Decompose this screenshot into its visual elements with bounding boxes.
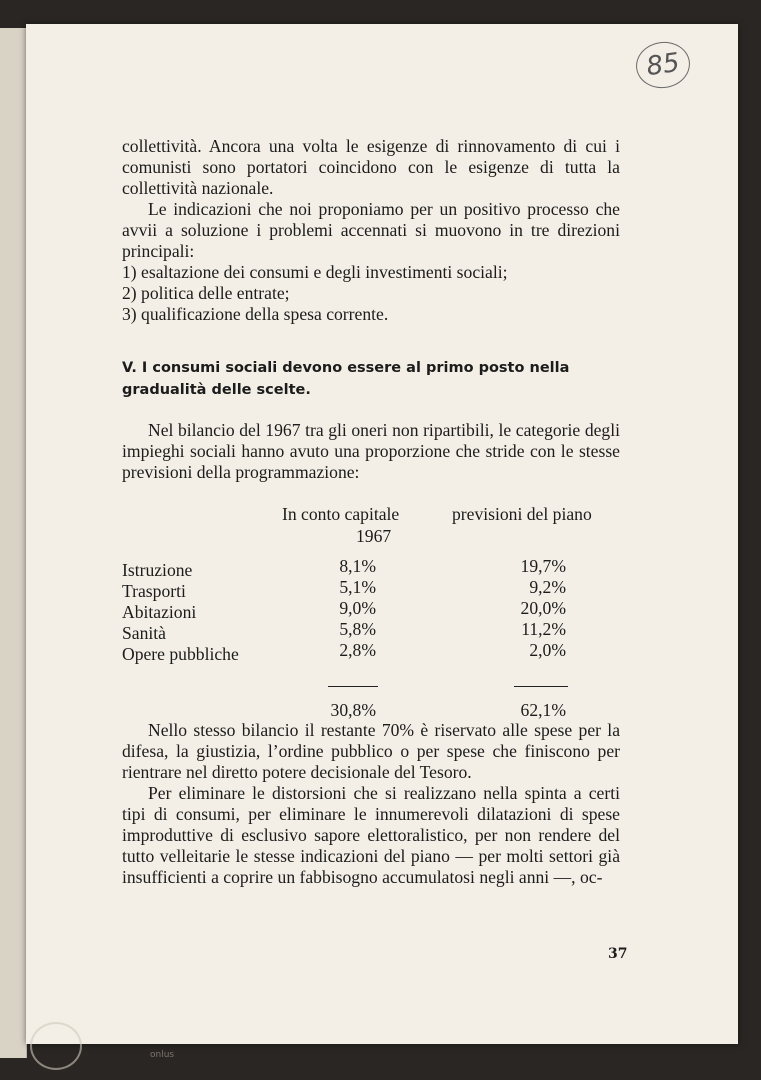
column-header-year: 1967 <box>356 526 392 546</box>
watermark-text: onlus <box>150 1050 175 1060</box>
archive-stamp <box>633 38 693 91</box>
cell-value: 9,2% <box>529 577 566 597</box>
cell-value: 5,8% <box>339 619 376 639</box>
total-value: 62,1% <box>520 700 566 720</box>
budget-table <box>122 504 622 720</box>
watermark-logo <box>30 1022 82 1070</box>
cell-value: 19,7% <box>520 556 566 576</box>
archive-stamp-number: 85 <box>644 47 682 83</box>
list-item: 3) qualificazione della spesa corrente. <box>122 304 389 324</box>
cell-value: 9,0% <box>339 598 376 618</box>
cell-value: 2,8% <box>339 640 376 660</box>
row-label: Abitazioni <box>122 602 197 622</box>
closing-text <box>122 720 620 888</box>
paragraph: Per eliminare le distorsioni che si realizzano nella spinta a certi tipi di consumi, per eliminare le innumerevoli dilatazioni di spese improduttive di esclusivo sapore elettoralistico, per non rendere del tutto velleitarie le stesse indicazioni del piano — per molti settori già insufficienti a coprire un fabbisogno accumulatosi negli anni —, oc- <box>122 783 620 887</box>
page-number: 37 <box>608 946 628 962</box>
row-label: Sanità <box>122 623 166 643</box>
row-label: Istruzione <box>122 560 193 580</box>
table-intro-paragraph: Nel bilancio del 1967 tra gli oneri non ripartibili, le categorie degli impieghi sociali hanno avuto una proporzione che stride con le stesse previsioni della programmazione: <box>122 420 620 482</box>
cell-value: 5,1% <box>339 577 376 597</box>
intro-text <box>122 136 620 325</box>
column-header: previsioni del piano <box>452 504 592 524</box>
list-item: 2) politica delle entrate; <box>122 283 290 303</box>
row-label: Opere pubbliche <box>122 644 239 664</box>
cell-value: 11,2% <box>521 619 566 639</box>
paragraph: Le indicazioni che noi proponiamo per un positivo processo che avvii a soluzione i problemi accennati si muovono in tre direzioni principali: <box>122 199 620 261</box>
scan-page-edge <box>0 28 27 1058</box>
document-page <box>26 24 738 1044</box>
row-label: Trasporti <box>122 581 186 601</box>
paragraph: collettività. Ancora una volta le esigenze di rinnovamento di cui i comunisti sono portatori coincidono con le esigenze di tutta la collettività nazionale. <box>122 136 620 198</box>
cell-value: 8,1% <box>339 556 376 576</box>
total-rule <box>514 686 568 687</box>
section-heading: V. I consumi sociali devono essere al primo posto nella gradualità delle scelte. <box>122 360 570 398</box>
total-value: 30,8% <box>330 700 376 720</box>
paragraph: Nello stesso bilancio il restante 70% è riservato alle spese per la difesa, la giustizia, l’ordine pubblico o per spese che finiscono per rientrare nel diretto potere decisionale del Tesoro. <box>122 720 620 782</box>
cell-value: 20,0% <box>520 598 566 618</box>
cell-value: 2,0% <box>529 640 566 660</box>
column-header: In conto capitale <box>282 504 400 524</box>
list-item: 1) esaltazione dei consumi e degli investimenti sociali; <box>122 262 508 282</box>
total-rule <box>328 686 378 687</box>
